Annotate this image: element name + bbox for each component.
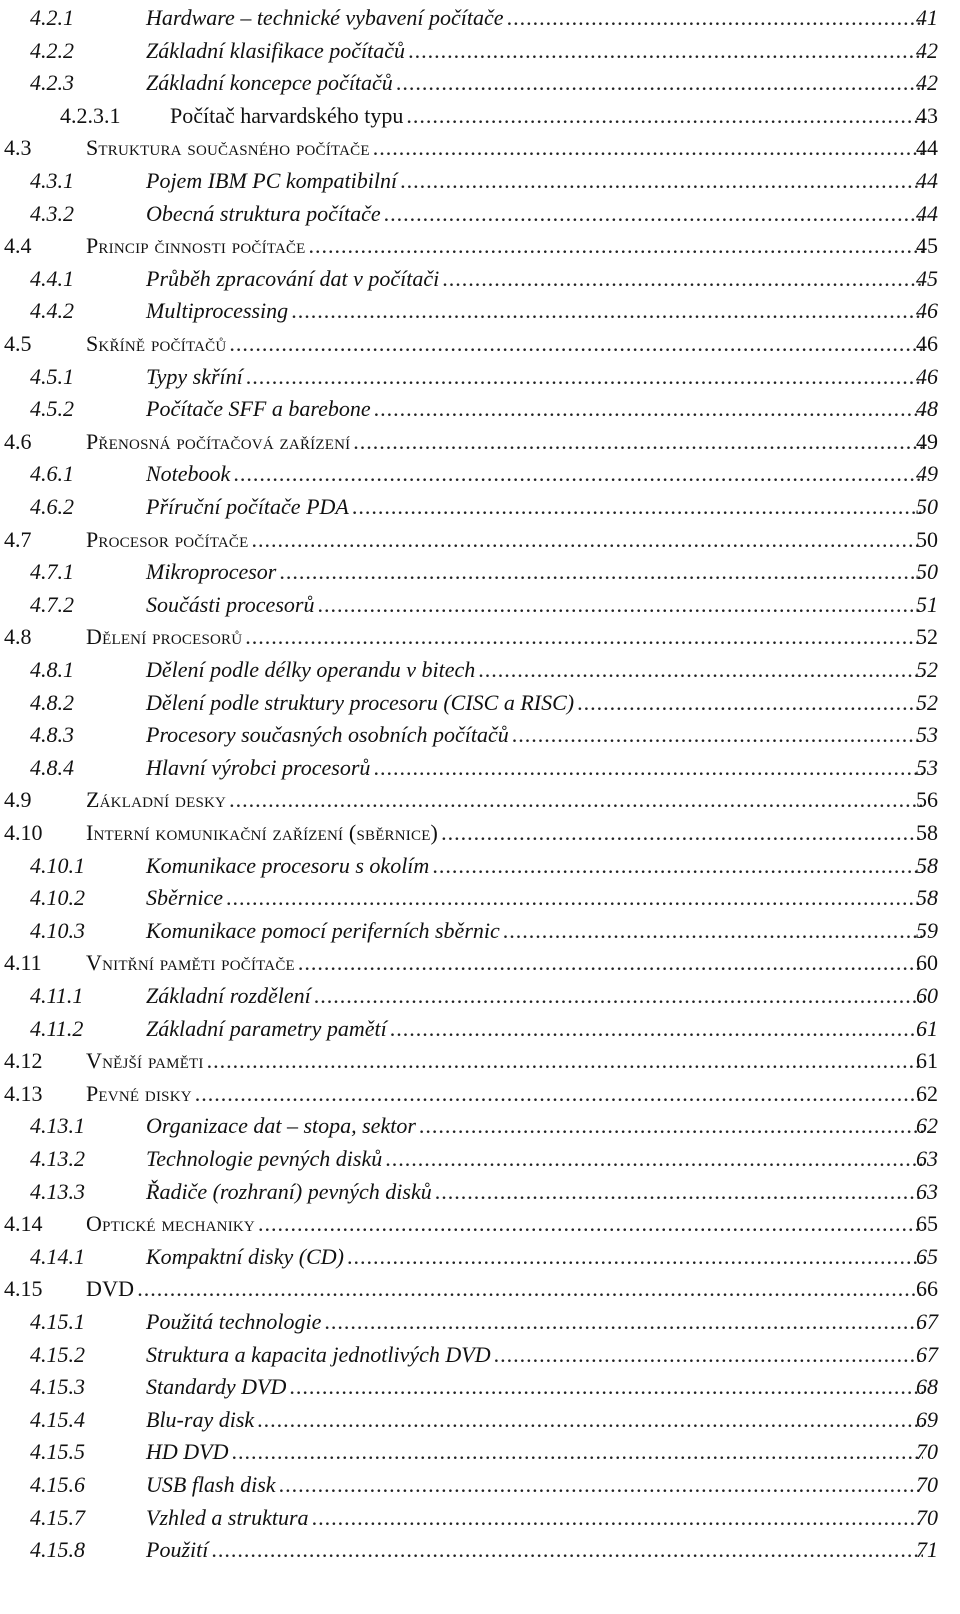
dot-leader	[195, 1078, 923, 1110]
dot-leader	[291, 295, 923, 327]
toc-entry-page-number: 67	[916, 1309, 938, 1334]
toc-entry-page-number: 60	[916, 983, 938, 1008]
toc-entry-page-number: 68	[916, 1374, 938, 1400]
toc-entry-title: Základní parametry pamětí	[146, 1015, 387, 1041]
toc-entry-title: Standardy DVD	[146, 1374, 287, 1400]
toc-entry-number: 4.4.2	[30, 298, 74, 324]
toc-entry-number: 4.15.1	[30, 1309, 85, 1334]
toc-entry-number: 4.10.1	[30, 852, 85, 878]
toc-entry-page-number: 44	[916, 135, 938, 161]
toc-entry-page-number: 56	[916, 787, 938, 813]
dot-leader	[494, 1339, 923, 1371]
toc-entry[interactable]	[0, 850, 960, 882]
toc-entry[interactable]	[0, 1078, 960, 1110]
toc-entry-page-number: 53	[916, 722, 938, 748]
toc-entry-number: 4.4.1	[30, 265, 74, 291]
toc-entry-title: Struktura a kapacita jednotlivých DVD	[146, 1341, 491, 1367]
toc-entry-page-number: 50	[916, 559, 938, 585]
toc-entry-title: Skříně počítačů	[86, 331, 227, 356]
dot-leader	[229, 784, 923, 816]
toc-entry-number: 4.3.1	[30, 168, 74, 193]
toc-entry-page-number: 62	[916, 1080, 938, 1106]
toc-entry-number: 4.2.3.1	[60, 102, 121, 128]
toc-entry-title: Vzhled a struktura	[146, 1504, 309, 1530]
dot-leader	[408, 35, 923, 67]
toc-entry-page-number: 70	[916, 1472, 938, 1497]
toc-entry[interactable]	[0, 589, 960, 621]
toc-entry-page-number: 53	[916, 754, 938, 780]
toc-entry-number: 4.11.2	[30, 1015, 84, 1041]
toc-entry-page-number: 51	[916, 591, 938, 617]
toc-entry-number: 4.15	[4, 1276, 43, 1302]
dot-leader	[289, 1371, 923, 1403]
toc-entry-number: 4.2.3	[30, 70, 74, 96]
toc-entry[interactable]	[0, 654, 960, 686]
toc-entry-title: Vnitřní paměti počítače	[86, 950, 295, 976]
toc-entry-title: DVD	[86, 1276, 135, 1302]
toc-entry-title: Multiprocessing	[146, 298, 289, 324]
toc-entry-title: Struktura současného počítače	[86, 135, 370, 161]
toc-entry-page-number: 46	[916, 331, 938, 356]
dot-leader	[279, 1469, 923, 1501]
toc-entry-title: Procesor počítače	[86, 526, 249, 552]
dot-leader	[347, 1241, 923, 1273]
toc-entry-title: Komunikace procesoru s okolím	[146, 852, 430, 878]
toc-entry-page-number: 46	[916, 298, 938, 324]
dot-leader	[137, 1273, 923, 1305]
dot-leader	[432, 850, 923, 882]
toc-entry[interactable]	[0, 556, 960, 588]
dot-leader	[257, 1404, 923, 1436]
toc-entry-number: 4.13.2	[30, 1146, 85, 1171]
toc-entry-page-number: 69	[916, 1406, 938, 1432]
toc-entry-number: 4.7.1	[30, 559, 74, 585]
toc-entry[interactable]	[0, 361, 960, 393]
toc-entry[interactable]	[0, 915, 960, 947]
dot-leader	[324, 1306, 923, 1338]
dot-leader	[353, 426, 923, 458]
toc-entry-number: 4.8.4	[30, 754, 74, 780]
toc-entry-page-number: 45	[916, 233, 938, 259]
toc-entry-title: Přenosná počítačová zařízení	[86, 428, 351, 454]
dot-leader	[258, 1208, 923, 1240]
toc-entry-title: Řadiče (rozhraní) pevných disků	[146, 1178, 432, 1204]
toc-entry-title: Základní klasifikace počítačů	[146, 37, 406, 63]
toc-entry-page-number: 42	[916, 70, 938, 96]
dot-leader	[314, 980, 923, 1012]
toc-entry-number: 4.11.1	[30, 983, 84, 1008]
toc-entry-title: Součásti procesorů	[146, 591, 315, 617]
toc-entry[interactable]	[0, 328, 960, 360]
toc-entry-title: Princip činnosti počítače	[86, 233, 306, 259]
toc-entry-page-number: 48	[916, 396, 938, 422]
toc-entry[interactable]	[0, 1306, 960, 1338]
toc-entry-page-number: 70	[916, 1504, 938, 1530]
toc-entry[interactable]	[0, 1534, 960, 1566]
toc-entry[interactable]	[0, 426, 960, 458]
dot-leader	[245, 621, 923, 653]
toc-entry-title: Průběh zpracování dat v počítači	[146, 265, 440, 291]
toc-entry[interactable]	[0, 100, 960, 132]
toc-entry-title: Základní koncepce počítačů	[146, 70, 393, 96]
toc-entry[interactable]	[0, 67, 960, 99]
toc-entry-number: 4.2.1	[30, 5, 74, 30]
dot-leader	[385, 1143, 923, 1175]
toc-entry[interactable]	[0, 1502, 960, 1534]
toc-entry[interactable]	[0, 719, 960, 751]
toc-entry-page-number: 66	[916, 1276, 938, 1302]
toc-entry[interactable]	[0, 1339, 960, 1371]
toc-entry[interactable]	[0, 263, 960, 295]
toc-entry-page-number: 60	[916, 950, 938, 976]
toc-entry-page-number: 52	[916, 624, 938, 650]
dot-leader	[406, 100, 923, 132]
toc-entry-title: USB flash disk	[146, 1472, 276, 1497]
toc-entry-title: Kompaktní disky (CD)	[146, 1243, 344, 1269]
toc-entry-page-number: 62	[916, 1113, 938, 1139]
dot-leader	[309, 230, 923, 262]
dot-leader	[577, 687, 923, 719]
dot-leader	[226, 882, 923, 914]
toc-entry-page-number: 59	[916, 917, 938, 943]
toc-entry-page-number: 58	[916, 852, 938, 878]
toc-entry-page-number: 52	[916, 689, 938, 715]
dot-leader	[384, 198, 923, 230]
toc-entry-number: 4.8.1	[30, 657, 74, 682]
toc-entry-title: Technologie pevných disků	[146, 1146, 383, 1171]
toc-entry-title: Základní desky	[86, 787, 227, 813]
dot-leader	[441, 817, 923, 849]
toc-entry-title: HD DVD	[146, 1439, 229, 1465]
toc-entry-title: Vnější paměti	[86, 1048, 204, 1074]
toc-entry-page-number: 71	[916, 1537, 938, 1563]
toc-entry[interactable]	[0, 980, 960, 1012]
toc-entry-number: 4.13.3	[30, 1178, 85, 1204]
toc-entry-number: 4.8.3	[30, 722, 74, 748]
toc-entry-page-number: 63	[916, 1178, 938, 1204]
toc-entry-page-number: 49	[916, 428, 938, 454]
toc-entry[interactable]	[0, 1110, 960, 1142]
toc-entry-title: Typy skříní	[146, 363, 243, 389]
toc-entry-number: 4.7.2	[30, 591, 74, 617]
toc-entry-page-number: 46	[916, 363, 938, 389]
dot-leader	[503, 915, 923, 947]
dot-leader	[279, 556, 923, 588]
toc-entry-number: 4.13	[4, 1080, 43, 1106]
dot-leader	[478, 654, 923, 686]
dot-leader	[229, 328, 923, 360]
toc-entry-title: Příruční počítače PDA	[146, 494, 349, 519]
dot-leader	[298, 947, 923, 979]
toc-entry-page-number: 63	[916, 1146, 938, 1171]
toc-entry-number: 4.14.1	[30, 1243, 85, 1269]
dot-leader	[373, 132, 923, 164]
toc-entry[interactable]	[0, 1273, 960, 1305]
toc-entry-number: 4.14	[4, 1211, 43, 1237]
toc-entry-title: Počítač harvardského typu	[170, 102, 404, 128]
toc-entry[interactable]	[0, 1143, 960, 1175]
toc-entry-number: 4.10.2	[30, 885, 85, 911]
toc-entry-title: Organizace dat – stopa, sektor	[146, 1113, 416, 1139]
toc-entry-page-number: 65	[916, 1243, 938, 1269]
toc-entry[interactable]	[0, 1371, 960, 1403]
dot-leader	[373, 752, 923, 784]
toc-entry[interactable]	[0, 1045, 960, 1077]
toc-entry[interactable]	[0, 621, 960, 653]
toc-entry-page-number: 65	[916, 1211, 938, 1237]
toc-entry[interactable]	[0, 198, 960, 230]
toc-entry-title: Procesory současných osobních počítačů	[146, 722, 509, 748]
toc-entry-number: 4.3.2	[30, 200, 74, 226]
dot-leader	[211, 1534, 923, 1566]
toc-entry-number: 4.15.3	[30, 1374, 85, 1400]
dot-leader	[312, 1502, 923, 1534]
dot-leader	[233, 458, 923, 490]
toc-entry-number: 4.4	[4, 233, 32, 259]
toc-entry[interactable]	[0, 1436, 960, 1468]
toc-entry[interactable]	[0, 35, 960, 67]
toc-entry-number: 4.3	[4, 135, 32, 161]
toc-entry-number: 4.6.1	[30, 461, 74, 487]
toc-entry-number: 4.15.5	[30, 1439, 85, 1465]
toc-entry[interactable]	[0, 132, 960, 164]
toc-entry[interactable]	[0, 882, 960, 914]
dot-leader	[442, 263, 923, 295]
toc-entry-title: Hlavní výrobci procesorů	[146, 754, 371, 780]
dot-leader	[251, 524, 923, 556]
toc-entry[interactable]	[0, 230, 960, 262]
dot-leader	[317, 589, 923, 621]
toc-entry-number: 4.5.1	[30, 363, 74, 389]
toc-entry-title: Sběrnice	[146, 885, 223, 911]
toc-entry-title: Pojem IBM PC kompatibilní	[146, 168, 398, 193]
dot-leader	[246, 361, 923, 393]
toc-entry-number: 4.11	[4, 950, 42, 976]
toc-entry-number: 4.2.2	[30, 37, 74, 63]
dot-leader	[512, 719, 923, 751]
toc-entry-number: 4.5.2	[30, 396, 74, 422]
toc-entry[interactable]	[0, 393, 960, 425]
toc-entry-number: 4.15.4	[30, 1406, 85, 1432]
dot-leader	[419, 1110, 923, 1142]
toc-entry-title: Počítače SFF a barebone	[146, 396, 371, 422]
dot-leader	[400, 165, 923, 197]
toc-entry-page-number: 50	[916, 494, 938, 519]
toc-entry-number: 4.8.2	[30, 689, 74, 715]
toc-entry-number: 4.6.2	[30, 494, 74, 519]
toc-entry-title: Dělení podle délky operandu v bitech	[146, 657, 476, 682]
toc-entry[interactable]	[0, 2, 960, 34]
dot-leader	[352, 491, 923, 523]
toc-entry[interactable]	[0, 295, 960, 327]
toc-entry[interactable]	[0, 1013, 960, 1045]
toc-entry[interactable]	[0, 817, 960, 849]
toc-entry[interactable]	[0, 524, 960, 556]
toc-entry[interactable]	[0, 687, 960, 719]
toc-entry-number: 4.7	[4, 526, 32, 552]
dot-leader	[435, 1176, 923, 1208]
toc-entry-page-number: 45	[916, 265, 938, 291]
toc-entry-number: 4.13.1	[30, 1113, 85, 1139]
toc-entry-page-number: 42	[916, 37, 938, 63]
toc-entry-number: 4.15.7	[30, 1504, 85, 1530]
toc-entry-title: Blu-ray disk	[146, 1406, 255, 1432]
dot-leader	[232, 1436, 924, 1468]
toc-entry[interactable]	[0, 1241, 960, 1273]
dot-leader	[507, 2, 923, 34]
toc-entry-page-number: 41	[916, 5, 938, 30]
toc-entry-number: 4.6	[4, 428, 32, 454]
toc-entry[interactable]	[0, 458, 960, 490]
toc-entry-page-number: 61	[916, 1048, 938, 1074]
toc-entry-title: Použitá technologie	[146, 1309, 322, 1334]
toc-entry-title: Notebook	[146, 461, 231, 487]
toc-entry[interactable]	[0, 752, 960, 784]
toc-entry-page-number: 49	[916, 461, 938, 487]
toc-entry-title: Obecná struktura počítače	[146, 200, 381, 226]
toc-entry-page-number: 52	[916, 657, 938, 682]
dot-leader	[374, 393, 923, 425]
toc-entry-title: Dělení procesorů	[86, 624, 243, 650]
toc-entry-title: Základní rozdělení	[146, 983, 311, 1008]
toc-entry-page-number: 58	[916, 820, 938, 845]
toc-entry[interactable]	[0, 491, 960, 523]
toc-entry-title: Hardware – technické vybavení počítače	[146, 5, 504, 30]
toc-entry-number: 4.15.6	[30, 1472, 85, 1497]
toc-entry-page-number: 44	[916, 200, 938, 226]
toc-entry-number: 4.5	[4, 331, 32, 356]
dot-leader	[396, 67, 923, 99]
toc-entry-title: Použití	[146, 1537, 209, 1563]
toc-entry-number: 4.8	[4, 624, 32, 650]
toc-entry-title: Optické mechaniky	[86, 1211, 255, 1237]
toc-entry-number: 4.10	[4, 820, 43, 845]
toc-entry-page-number: 61	[916, 1015, 938, 1041]
toc-entry[interactable]	[0, 1469, 960, 1501]
toc-entry-page-number: 58	[916, 885, 938, 911]
toc-entry-number: 4.15.2	[30, 1341, 85, 1367]
toc-entry-title: Mikroprocesor	[146, 559, 277, 585]
toc-entry-number: 4.12	[4, 1048, 43, 1074]
toc-entry[interactable]	[0, 1176, 960, 1208]
toc-entry[interactable]	[0, 1208, 960, 1240]
toc-entry[interactable]	[0, 165, 960, 197]
toc-entry-title: Pevné disky	[86, 1080, 192, 1106]
toc-entry-title: Dělení podle struktury procesoru (CISC a RISC)	[146, 689, 575, 715]
toc-entry-page-number: 43	[916, 102, 938, 128]
toc-entry-number: 4.9	[4, 787, 32, 813]
toc-entry-page-number: 70	[916, 1439, 938, 1465]
toc-entry-page-number: 50	[916, 526, 938, 552]
toc-entry-page-number: 67	[916, 1341, 938, 1367]
toc-entry-number: 4.15.8	[30, 1537, 85, 1563]
toc-entry-page-number: 44	[916, 168, 938, 193]
toc-entry[interactable]	[0, 784, 960, 816]
toc-entry[interactable]	[0, 1404, 960, 1436]
toc-entry[interactable]	[0, 947, 960, 979]
dot-leader	[390, 1013, 923, 1045]
toc-entry-title: Interní komunikační zařízení (sběrnice)	[86, 820, 439, 845]
toc-entry-number: 4.10.3	[30, 917, 85, 943]
toc-entry-title: Komunikace pomocí periferních sběrnic	[146, 917, 500, 943]
dot-leader	[207, 1045, 923, 1077]
